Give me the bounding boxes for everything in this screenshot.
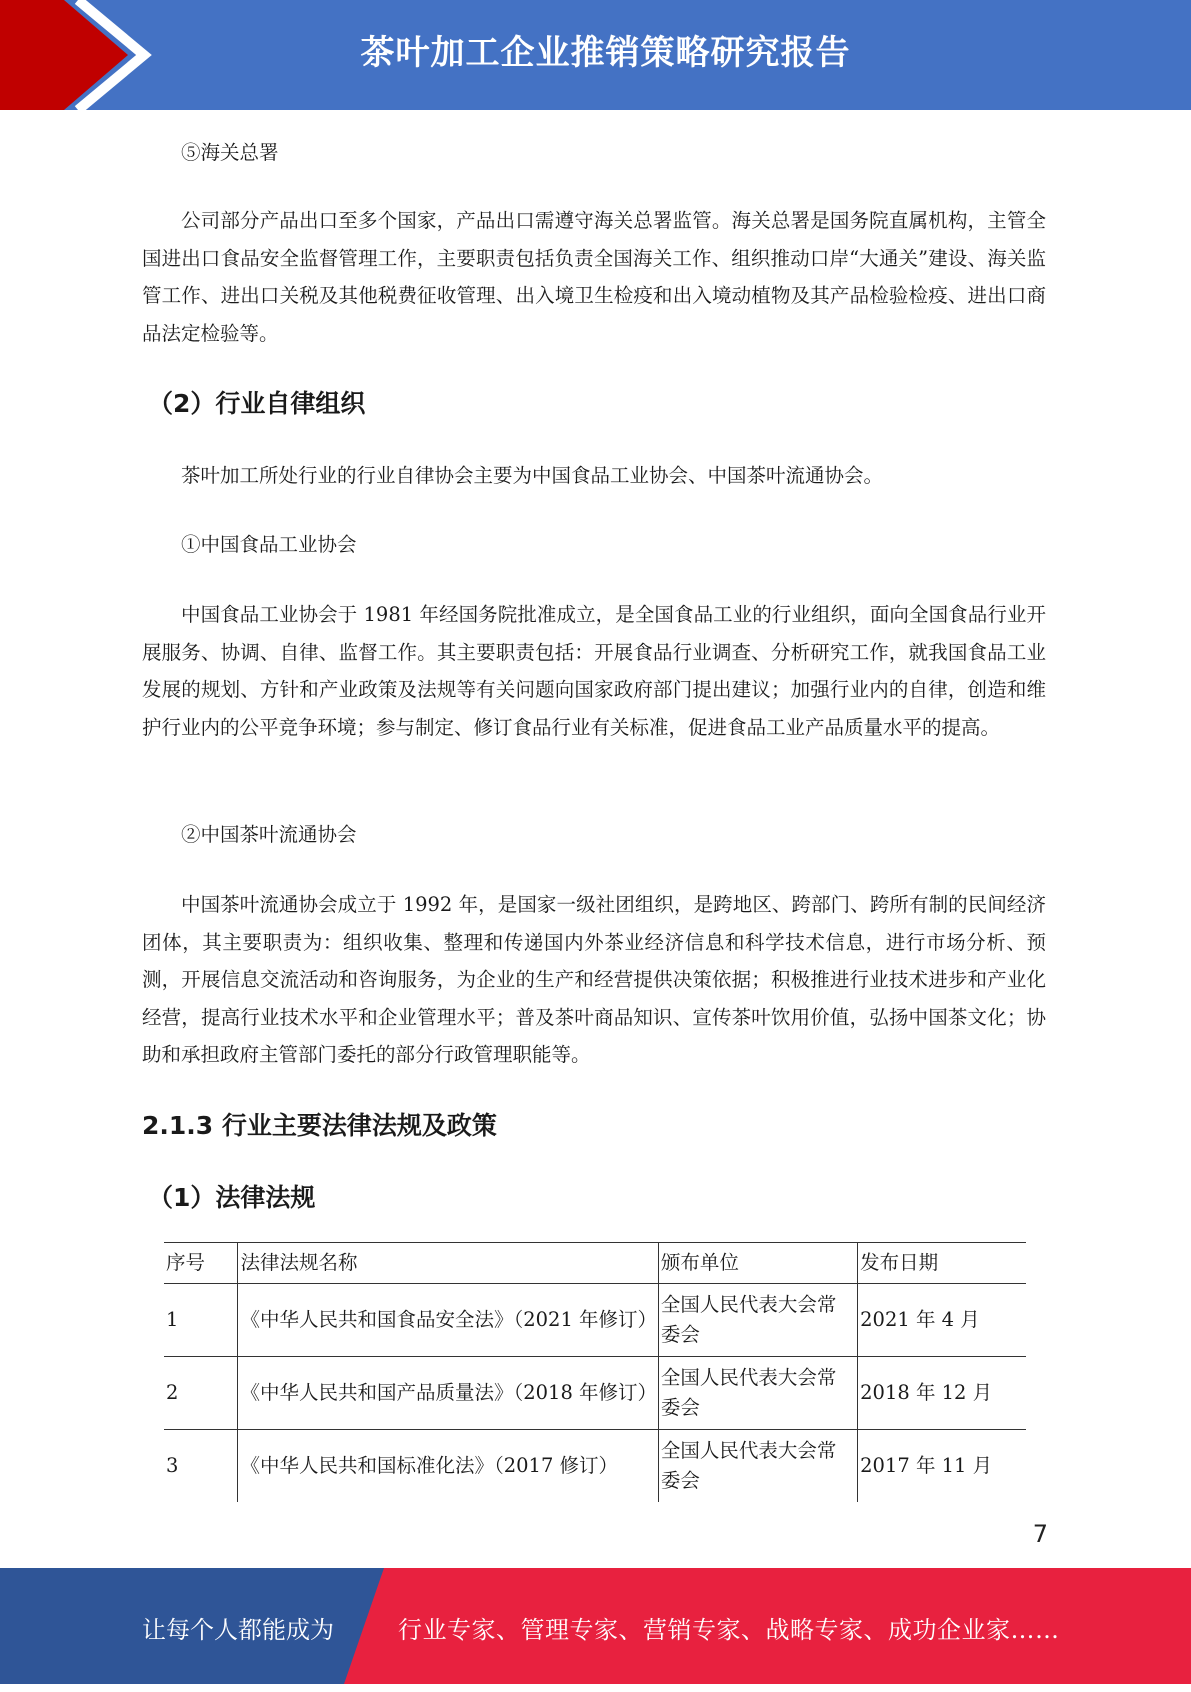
col-header-date: 发布日期 xyxy=(858,1243,1026,1284)
paragraph-food-association-text: 中国食品工业协会于 1981 年经国务院批准成立，是全国食品工业的行业组织，面向全国食品行业开展服务、协调、自律、监督工作。其主要职责包括：开展食品行业调查、分析研究工作，就我国食品工业发展的规划、方针和产业政策及法规等有关问题向国家政府部门提出建议；加强行业内的自律，创造和维护行业内的公平竞争环境；参与制定、修订食品行业有关标准，促进食品工业产品质量水平的提高。 xyxy=(142,603,1046,739)
footer-slogan-right: 行业专家、管理专家、营销专家、战略专家、成功企业家…… xyxy=(398,1616,1060,1644)
cell-date: 2017 年 11 月 xyxy=(858,1430,1026,1503)
heading-self-regulation: （2）行业自律组织 xyxy=(148,389,366,418)
cell-name: 《中华人民共和国食品安全法》（2021 年修订） xyxy=(238,1284,658,1357)
footer-slogan-left: 让每个人都能成为 xyxy=(142,1616,334,1644)
cell-name: 《中华人民共和国标准化法》（2017 修订） xyxy=(238,1430,658,1503)
col-header-name: 法律法规名称 xyxy=(238,1243,658,1284)
cell-issuer: 全国人民代表大会常委会 xyxy=(658,1284,857,1357)
cell-date: 2021 年 4 月 xyxy=(858,1284,1026,1357)
table-row xyxy=(164,1357,1026,1430)
cell-date: 2018 年 12 月 xyxy=(858,1357,1026,1430)
col-header-no: 序号 xyxy=(164,1243,238,1284)
paragraph-customs-text: 公司部分产品出口至多个国家，产品出口需遵守海关总署监管。海关总署是国务院直属机构，主管全国进出口食品安全监督管理工作，主要职责包括负责全国海关工作、组织推动口岸“大通关”建设、海关监管工作、进出口关税及其他税费征收管理、出入境卫生检疫和出入境动植物及其产品检验检疫、进出口商品法定检验等。 xyxy=(142,209,1046,345)
paragraph-tea-association-text: 中国茶叶流通协会成立于 1992 年，是国家一级社团组织，是跨地区、跨部门、跨所有制的民间经济团体，其主要职责为：组织收集、整理和传递国内外茶业经济信息和科学技术信息，进行市场分析、预测，开展信息交流活动和咨询服务，为企业的生产和经营提供决策依据；积极推进行业技术进步和产业化经营，提高行业技术水平和企业管理水平；普及茶叶商品知识、宣传茶叶饮用价值，弘扬中国茶文化；协助和承担政府主管部门委托的部分行政管理职能等。 xyxy=(142,893,1046,1066)
cell-no: 2 xyxy=(164,1357,238,1430)
paragraph-food-association xyxy=(142,596,1046,746)
table-row xyxy=(164,1430,1026,1503)
section-heading: 2.1.3 行业主要法律法规及政策 xyxy=(142,1111,497,1140)
heading-laws: （1）法律法规 xyxy=(148,1183,316,1212)
item-tea-association: ②中国茶叶流通协会 xyxy=(181,823,357,846)
page-number: 7 xyxy=(1032,1520,1048,1548)
cell-name: 《中华人民共和国产品质量法》（2018 年修订） xyxy=(238,1357,658,1430)
page-footer xyxy=(0,1568,1191,1684)
paragraph-customs xyxy=(142,202,1046,352)
laws-table xyxy=(164,1242,1026,1502)
table-header-row xyxy=(164,1243,1026,1284)
report-title: 茶叶加工企业推销策略研究报告 xyxy=(360,33,851,73)
page-header xyxy=(0,0,1191,110)
cell-issuer: 全国人民代表大会常委会 xyxy=(658,1357,857,1430)
item-food-association: ①中国食品工业协会 xyxy=(181,533,357,556)
table-row xyxy=(164,1284,1026,1357)
cell-no: 1 xyxy=(164,1284,238,1357)
item-customs: ⑤海关总署 xyxy=(181,141,279,164)
cell-issuer: 全国人民代表大会常委会 xyxy=(658,1430,857,1503)
cell-no: 3 xyxy=(166,1454,179,1477)
col-header-issuer: 颁布单位 xyxy=(658,1243,857,1284)
paragraph-self-regulation: 茶叶加工所处行业的行业自律协会主要为中国食品工业协会、中国茶叶流通协会。 xyxy=(181,464,884,487)
paragraph-tea-association xyxy=(142,886,1046,1074)
